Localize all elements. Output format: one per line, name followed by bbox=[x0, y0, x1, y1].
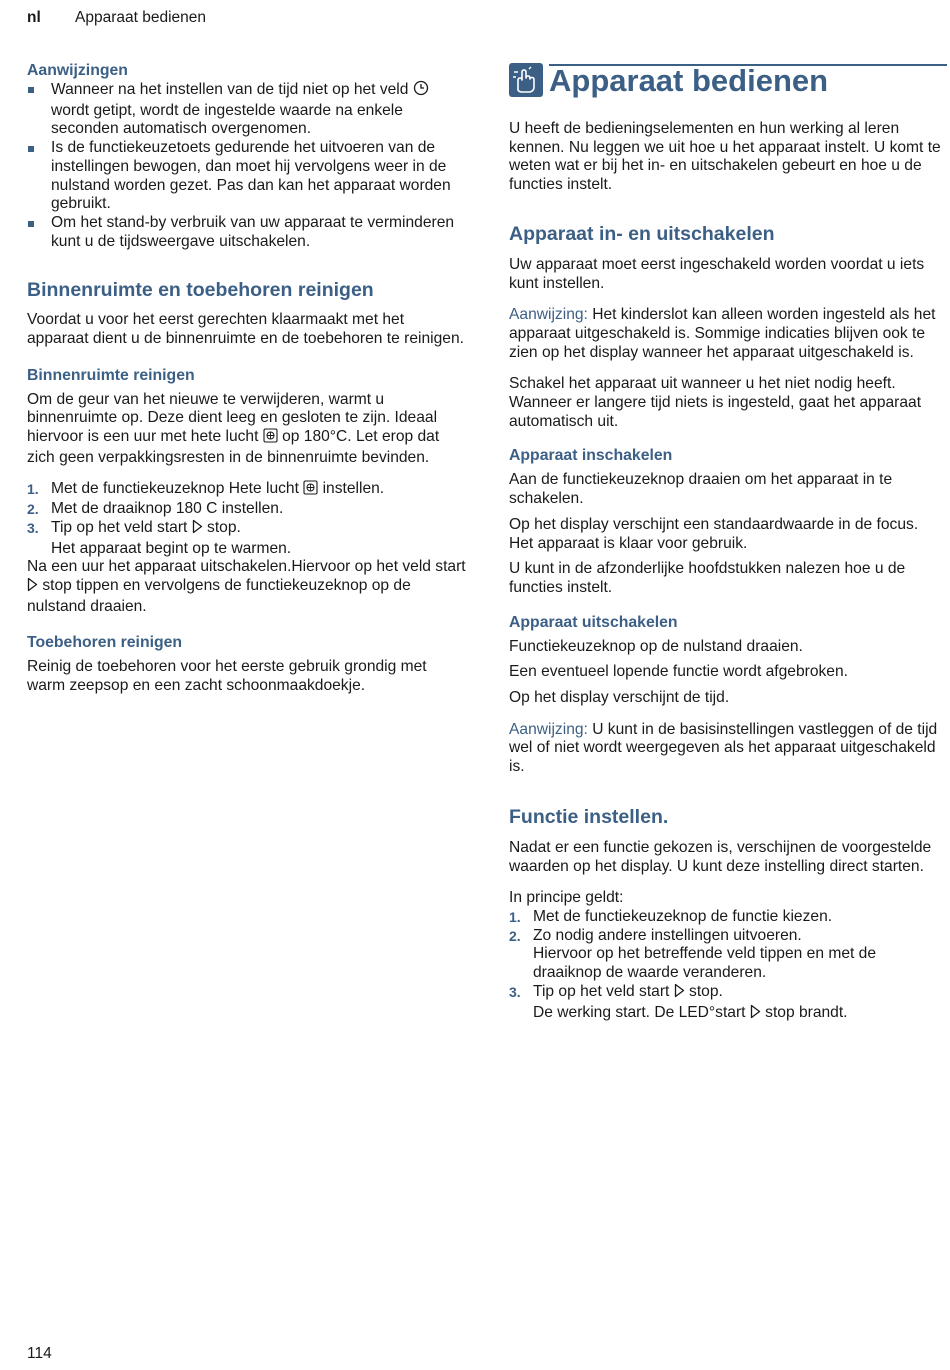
function-text-2: In principe geldt: bbox=[509, 889, 624, 907]
list-item: 3. Tip op het veld start stop. Het apparaat begint op te warmen. bbox=[27, 518, 292, 557]
after-text: Na een uur het apparaat uitschakelen.Hiervoor op het veld start stop tippen en vervolgens de functiekeuzeknop op de nulstand draaien. bbox=[27, 558, 466, 615]
onoff-text-2: Schakel het apparaat uit wanneer u het niet nodig heeft. Wanneer er langere tijd niets is ingesteld, gaat het apparaat automatisch uit. bbox=[509, 375, 922, 430]
notes-list bbox=[27, 80, 467, 251]
off-text-2: Een eventueel lopende functie wordt afgebroken. bbox=[509, 663, 848, 681]
play-icon bbox=[750, 1004, 761, 1025]
play-icon bbox=[674, 983, 685, 1004]
clean-intro: Voordat u voor het eerst gerechten klaarmaakt met het apparaat dient u de binnenruimte en de toebehoren te reinigen. bbox=[27, 311, 464, 348]
page-header bbox=[27, 9, 206, 28]
on-text-1: Aan de functiekeuzeknop draaien om het apparaat in te schakelen. bbox=[509, 471, 893, 508]
header-title: Apparaat bedienen bbox=[75, 9, 207, 26]
onoff-heading: Apparaat in- en uitschakelen bbox=[509, 222, 775, 245]
intro-text: U heeft de bedieningselementen en hun werking al leren kennen. Nu leggen we uit hoe u het apparaat instelt. U komt te weten wat er bij het in- en uitschakelen gebeurt en hoe u de functies instelt. bbox=[509, 120, 941, 194]
hand-touch-icon bbox=[509, 63, 543, 97]
on-heading: Apparaat inschakelen bbox=[509, 447, 673, 465]
play-icon bbox=[192, 519, 203, 540]
function-steps-list bbox=[509, 908, 943, 1024]
language-code: nl bbox=[27, 9, 41, 26]
clean-heading: Binnenruimte en toebehoren reinigen bbox=[27, 279, 374, 302]
function-heading: Functie instellen. bbox=[509, 805, 669, 828]
hot-air-icon bbox=[263, 428, 278, 449]
accessories-text: Reinig de toebehoren voor het eerste gebruik grondig met warm zeepsop en een zacht schoonmaakdoekje. bbox=[27, 658, 427, 695]
function-text-1: Nadat er een functie gekozen is, verschijnen de voorgestelde waarden op het display. U kunt deze instelling direct starten. bbox=[509, 838, 932, 875]
off-text-1: Functiekeuzeknop op de nulstand draaien. bbox=[509, 637, 803, 655]
inner-text: Om de geur van het nieuwe te verwijderen, warmt u binnenruimte op. Deze dient leeg en gesloten te zijn. Ideaal hiervoor is een uur met hete lucht op 180°C. Let erop dat zich geen verpakkingsresten in de binnenruimte bevinden. bbox=[27, 390, 440, 466]
clock-icon bbox=[413, 80, 429, 102]
list-item: 3. Tip op het veld start stop. De werking start. De LED°start stop brandt. bbox=[509, 983, 943, 1024]
play-icon bbox=[27, 577, 38, 598]
accessories-heading: Toebehoren reinigen bbox=[27, 634, 183, 652]
list-item: Is de functiekeuzetoets gedurende het uitvoeren van de instellingen bewogen, dan moet hij vervolgens weer in de nulstand worden gezet. Pas dan kan het apparaat worden gebruikt. bbox=[27, 139, 467, 214]
inner-heading: Binnenruimte reinigen bbox=[27, 366, 195, 384]
list-item: 1. Met de functiekeuzeknop de functie kiezen. bbox=[509, 907, 833, 925]
off-hint: Aanwijzing: U kunt in de basisinstellingen vastleggen of de tijd wel of niet wordt weergegeven als het apparaat uitgeschakeld is. bbox=[509, 720, 938, 776]
notes-heading: Aanwijzingen bbox=[27, 62, 128, 79]
page-number: 114 bbox=[27, 1345, 52, 1362]
hot-air-icon bbox=[303, 480, 318, 501]
list-item: Wanneer na het instellen van de tijd niet op het veld wordt getipt, wordt de ingestelde waarde na enkele seconden automatisch overgenomen. bbox=[27, 80, 467, 139]
onoff-text-1: Uw apparaat moet eerst ingeschakeld worden voordat u iets kunt instellen. bbox=[509, 255, 925, 292]
chapter-title bbox=[509, 62, 943, 106]
off-text-3: Op het display verschijnt de tijd. bbox=[509, 689, 730, 707]
list-item: 1. Met de functiekeuzeknop Hete lucht instellen. bbox=[27, 480, 467, 501]
right-column bbox=[509, 62, 943, 1024]
steps-list bbox=[27, 480, 467, 559]
off-heading: Apparaat uitschakelen bbox=[509, 613, 678, 631]
list-item: Om het stand-by verbruik van uw apparaat te verminderen kunt u de tijdsweergave uitschakelen. bbox=[27, 214, 467, 251]
on-text-3: U kunt in de afzonderlijke hoofdstukken nalezen hoe u de functies instelt. bbox=[509, 560, 906, 596]
left-column bbox=[27, 61, 467, 696]
on-text-2: Op het display verschijnt een standaardwaarde in de focus. Het apparaat is klaar voor gebruik. bbox=[509, 515, 919, 552]
list-item: 2. Zo nodig andere instellingen uitvoeren. Hiervoor op het betreffende veld tippen en met de draaiknop de waarde veranderen. bbox=[509, 926, 877, 982]
list-item: 2. Met de draaiknop 180 C instellen. bbox=[27, 500, 284, 518]
chapter-title-text: Apparaat bedienen bbox=[549, 63, 829, 98]
onoff-hint: Aanwijzing: Het kinderslot kan alleen worden ingesteld als het apparaat uitgeschakeld is. Sommige indicaties blijven ook te zien op het display wanneer het apparaat uitgeschakeld is. bbox=[509, 306, 936, 361]
